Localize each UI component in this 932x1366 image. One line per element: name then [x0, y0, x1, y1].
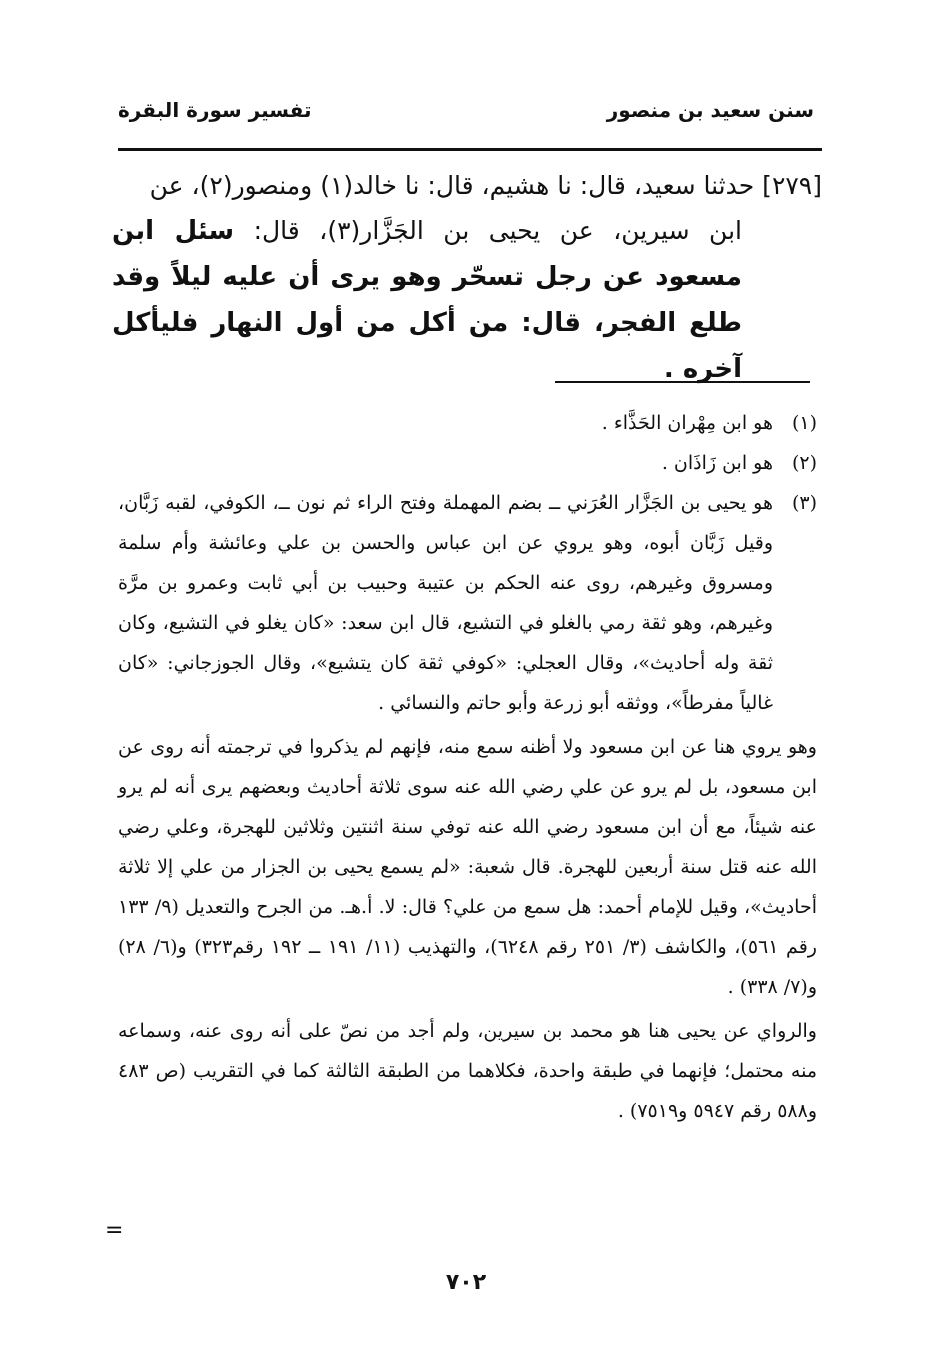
running-header: [118, 92, 814, 128]
footnote-text: هو ابن مِهْران الحَذَّاء .: [601, 412, 773, 434]
footnotes: [118, 403, 817, 1131]
page-number: ٧٠٢: [445, 1270, 487, 1295]
footnote-2: [118, 443, 817, 483]
hadith-text: سئل ابن مسعود عن رجل تسحّر وهو يرى أن عليه ليلاً وقد طلع الفجر، قال: من أكل من أول النهار فليأكل آخره .: [112, 216, 742, 384]
footnote-text: هو يحيى بن الجَزَّار العُرَني ــ بضم المهملة وفتح الراء ثم نون ــ، الكوفي، لقبه زَبَّان، وقيل زَبَّان أبوه، وهو يروي عن ابن عباس والحسن بن علي وعائشة وأم سلمة ومسروق وغيرهم، روى عنه الحكم بن عتيبة وحبيب بن أبي ثابت وعمرو بن مرَّة وغيرهم، وهو ثقة رمي بالغلو في التشيع، قال ابن سعد: «كان يغلو في التشيع، وكان ثقة وله أحاديث»، وقال العجلي: «كوفي ثقة كان يتشيع»، وقال الجوزجاني: «كان غالياً مفرطاً»، ووثقه أبو زرعة وأبو حاتم والنسائي .: [118, 492, 773, 714]
footnote-divider: [555, 381, 810, 383]
hadith-number: [٢٧٩]: [762, 171, 822, 200]
footnote-text: هو ابن زَاذَان .: [661, 452, 773, 474]
footnote-number: (٢): [791, 452, 817, 474]
continuation-mark: =: [105, 1218, 124, 1243]
footnote-paragraph: وهو يروي هنا عن ابن مسعود ولا أظنه سمع منه، فإنهم لم يذكروا في ترجمته أنه روى عن ابن مسعود، بل لم يرو عن علي رضي الله عنه سوى ثلاثة أحاديث وبعضهم يرى أنه لم يرو عنه شيئاً، مع أن ابن مسعود رضي الله عنه توفي سنة اثنتين وثلاثين للهجرة، وعلي رضي الله عنه قتل سنة أربعين للهجرة. قال شعبة: «لم يسمع يحيى بن الجزار من علي إلا ثلاثة أحاديث»، وقيل للإمام أحمد: هل سمع من علي؟ قال: لا. أ.هـ. من الجرح والتعديل (٩/ ١٣٣ رقم ٥٦١)، والكاشف (٣/ ٢٥١ رقم ٦٢٤٨)، والتهذيب (١١/ ١٩١ ــ ١٩٢ رقم٣٢٣) و(٦/ ٢٨) و(٧/ ٣٣٨) .: [118, 736, 817, 998]
book-title: سنن سعيد بن منصور: [606, 98, 814, 122]
hadith-block: [112, 163, 822, 392]
footnote-3: [118, 483, 817, 1131]
hadith-chain-continued: ابن سيرين، عن يحيى بن الجَزَّار(٣)، قال:: [253, 216, 742, 245]
footnote-paragraph: والرواي عن يحيى هنا هو محمد بن سيرين، ولم أجد من نصّ على أنه روى عنه، وسماعه منه محتمل؛ فإنهما في طبقة واحدة، فكلاهما من الطبقة الثالثة كما في التقريب (ص ٤٨٣ و٥٨٨ رقم ٥٩٤٧ و٧٥١٩) .: [118, 1020, 817, 1122]
section-title: تفسير سورة البقرة: [118, 98, 312, 122]
hadith-chain: حدثنا سعيد، قال: نا هشيم، قال: نا خالد(١) ومنصور(٢)، عن: [149, 171, 755, 200]
footnote-number: (١): [791, 412, 817, 434]
header-divider: [118, 148, 822, 151]
footnote-number: (٣): [791, 492, 817, 514]
footnote-1: [118, 403, 817, 443]
